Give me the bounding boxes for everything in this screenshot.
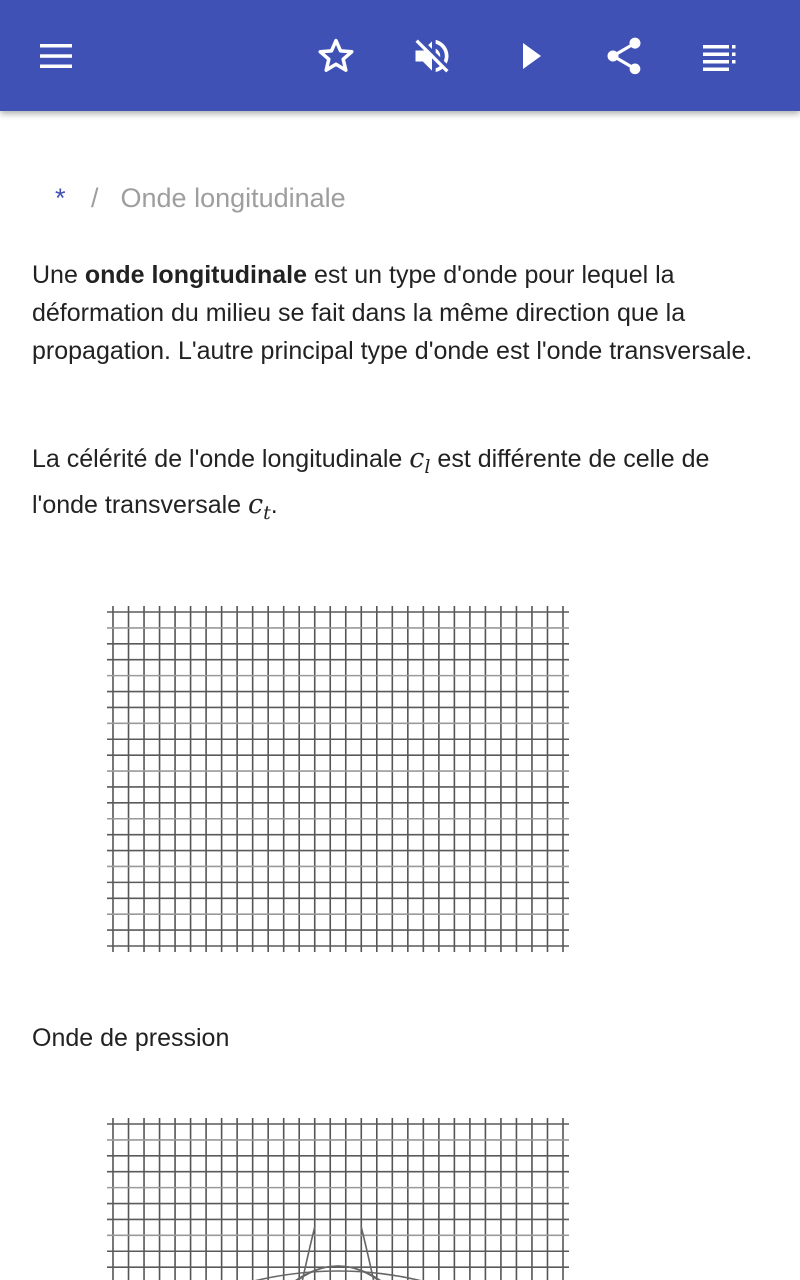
share-icon: [602, 34, 646, 78]
breadcrumb-current: Onde longitudinale: [120, 183, 346, 213]
intro-text-rest: est un type d'onde pour lequel la déformation du milieu se fait dans la même direction que la propagation. L'autre principal type d'onde est l'onde transversale.: [32, 261, 753, 365]
pressure-wave-grid-image: [105, 604, 571, 954]
deformation-wave-figure[interactable]: [105, 1116, 571, 1280]
volume-off-icon: [410, 34, 454, 78]
pressure-wave-figure[interactable]: [105, 604, 571, 954]
celerity-text-3: .: [270, 491, 278, 519]
bookmark-button[interactable]: [311, 31, 361, 81]
math-c-l: $c_l$: [409, 443, 431, 478]
celerity-paragraph: [32, 440, 772, 532]
celerity-text-1: La célérité de l'onde longitudinale: [32, 445, 410, 473]
intro-paragraph: [32, 256, 772, 370]
celerity-text-2: est différente de celle de l'onde transversale: [32, 445, 710, 519]
menu-icon: [36, 36, 76, 76]
breadcrumb: [55, 183, 346, 214]
share-button[interactable]: [599, 31, 649, 81]
playlist-icon: [698, 34, 742, 78]
breadcrumb-home[interactable]: *: [55, 183, 66, 213]
intro-term: onde longitudinale: [84, 261, 308, 289]
contents-button[interactable]: [695, 31, 745, 81]
play-icon: [510, 36, 550, 76]
deformation-wave-grid-image: [105, 1116, 571, 1280]
play-button[interactable]: [505, 31, 555, 81]
mute-button[interactable]: [407, 31, 457, 81]
article-content[interactable]: [0, 111, 800, 1280]
math-c-t: $c_t$: [248, 489, 271, 524]
intro-text-start: Une: [32, 261, 85, 289]
menu-button[interactable]: [31, 31, 81, 81]
app-bar: [0, 0, 800, 111]
breadcrumb-separator: /: [91, 183, 99, 213]
figure-caption: Onde de pression: [32, 1024, 230, 1052]
star-outline-icon: [315, 35, 357, 77]
